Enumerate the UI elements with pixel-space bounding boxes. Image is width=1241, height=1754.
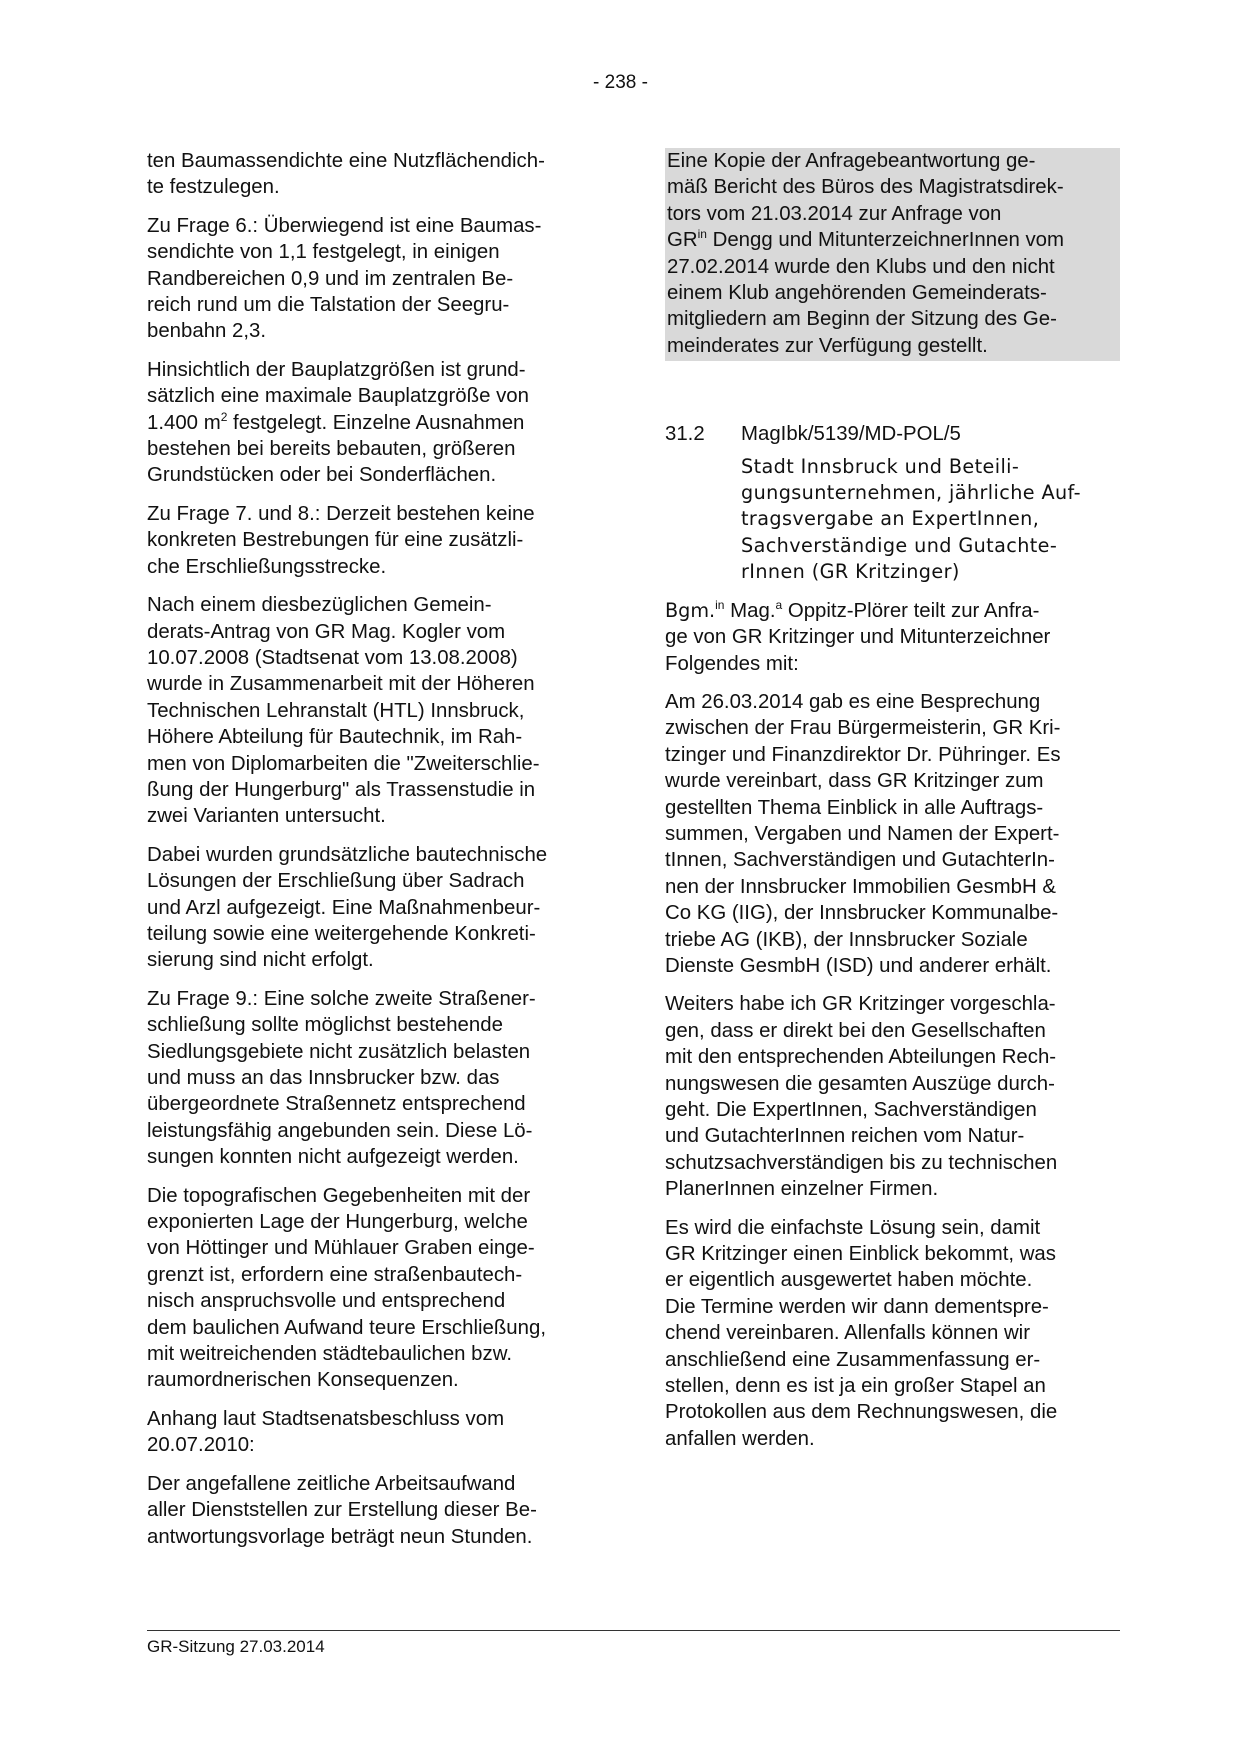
superscript: 2 [220,409,228,424]
paragraph: Zu Frage 7. und 8.: Derzeit bestehen keine konkreten Bestrebungen für eine zusätzli- che Erschließungsstrecke. [147,502,535,578]
agenda-item-heading [665,421,1120,447]
text-run: festgelegt. Einzelne Ausnahmen bestehen bei bereits bebauten, größeren Grundstücken oder bei Sonderflächen. [147,411,525,487]
agenda-item-subject: Stadt Innsbruck und Beteili- gungsunternehmen, jährliche Auf- tragsvergabe an ExpertInnen, Sachverständige und Gutachte- rInnen (GR Kritzinger) [741,454,1081,584]
paragraph: Die topografischen Gegebenheiten mit der exponierten Lage der Hungerburg, welche von Höttinger und Mühlauer Graben einge- grenzt ist, erfordern eine straßenbautech- nisch anspruchsvolle und entsprechend dem baulichen Aufwand teure Erschließung, mit weitreichenden städtebaulichen bzw. raumordnerischen Konsequenzen. [147,1184,546,1392]
text-run: Oppitz-Plörer teilt zur Anfra- ge von GR Kritzinger und Mitunterzeichner Folgendes mit: [665,599,1051,675]
footer-divider [147,1630,1120,1631]
superscript: in [697,227,707,242]
paragraph: Zu Frage 9.: Eine solche zweite Straßener- schließung sollte möglichst bestehende Siedlungsgebiete nicht zusätzlich belasten und muss an das Innsbrucker bzw. das übergeordnete Straßennetz entsprechend leistungsfähig angebunden sein. Diese Lö- sungen konnten nicht aufgezeigt werden. [147,987,536,1169]
paragraph: Anhang laut Stadtsenatsbeschluss vom 20.07.2010: [147,1407,505,1457]
paragraph: Am 26.03.2014 gab es eine Besprechung zwischen der Frau Bürgermeisterin, GR Kri- tzinger und Finanzdirektor Dr. Pühringer. Es wurde vereinbart, dass GR Kritzinger zum gestellten Thema Einblick in alle Auftrags- summen, Vergaben und Namen der Expert- tInnen, Sachverständigen und GutachterIn- nen der Innsbrucker Immobilien GesmbH & Co KG (IIG), der Innsbrucker Kommunalbe- triebe AG (IKB), der Innsbrucker Soziale Dienste GesmbH (ISD) und anderer erhält. [665,690,1061,977]
paragraph: Der angefallene zeitliche Arbeitsaufwand aller Dienststellen zur Erstellung dieser Be- antwortungsvorlage beträgt neun Stunden. [147,1472,537,1548]
text-run: Mag. [724,599,776,622]
paragraph: Es wird die einfachste Lösung sein, damit GR Kritzinger einen Einblick bekommt, was er eigentlich ausgewertet haben möchte. Die Termine werden wir dann dementspre- chend vereinbaren. Allenfalls können wir anschließend eine Zusammenfassung er- stellen, denn es ist ja ein großer Stapel an Protokollen aus dem Rechnungswesen, die anfallen werden. [665,1216,1058,1450]
superscript: in [715,597,725,612]
left-column [147,148,602,1562]
paragraph: Weiters habe ich GR Kritzinger vorgeschla- gen, dass er direkt bei den Gesellschaften mit den entsprechenden Abteilungen Rech- nungswesen die gesamten Auszüge durch- geht. Die ExpertInnen, Sachverständigen und GutachterInnen reichen vom Natur- schutzsachverständigen bis zu technischen PlanerInnen einzelner Firmen. [665,993,1058,1201]
paragraph: Dabei wurden grundsätzliche bautechnische Lösungen der Erschließung über Sadrach und Arzl aufgezeigt. Eine Maßnahmenbeur- teilung sowie eine weitergehende Konkreti- sierung sind nicht erfolgt. [147,843,548,972]
text-run: Dengg und MitunterzeichnerInnen vom 27.02.2014 wurde den Klubs und den nicht einem Klub angehörenden Gemeinderats- mitgliedern am Beginn der Sitzung des Ge- meinderates zur Verfügung gestellt. [667,229,1064,357]
speaker-title: Bgm. [665,598,716,622]
highlighted-notice [665,148,1120,361]
agenda-item-number: 31.2 [665,423,705,446]
paragraph: Zu Frage 6.: Überwiegend ist eine Baumas- sendichte von 1,1 festgelegt, in einigen Randbereichen 0,9 und im zentralen Be- reich rund um die Talstation der Seegru- benbahn 2,3. [147,214,542,343]
paragraph-bauplatz [147,357,602,489]
page-number: - 238 - [593,72,648,93]
paragraph: Nach einem diesbezüglichen Gemein- derats-Antrag von GR Mag. Kogler vom 10.07.2008 (Stadtsenat vom 13.08.2008) wurde in Zusammenarbeit mit der Höheren Technischen Lehranstalt (HTL) Innsbruck, Höhere Abteilung für Bautechnik, im Rah- men von Diplomarbeiten die "Zweiterschlie- ßung der Hungerburg" als Trassenstudie in zwei Varianten untersucht. [147,594,540,828]
footer-session-date: GR-Sitzung 27.03.2014 [147,1637,325,1656]
text-run: Eine Kopie der Anfragebeantwortung ge- mäß Bericht des Büros des Magistratsdirek- tors vom 21.03.2014 zur Anfrage von GR [667,150,1064,252]
speaker-intro [665,598,1120,677]
right-column [665,148,1120,1464]
superscript: a [775,597,783,612]
text-run: Hinsichtlich der Bauplatzgrößen ist grund- sätzlich eine maximale Bauplatzgröße von 1.400 m [147,358,529,434]
paragraph: ten Baumassendichte eine Nutzflächendich- te festzulegen. [147,150,545,199]
agenda-item-reference: MagIbk/5139/MD-POL/5 [741,423,961,446]
